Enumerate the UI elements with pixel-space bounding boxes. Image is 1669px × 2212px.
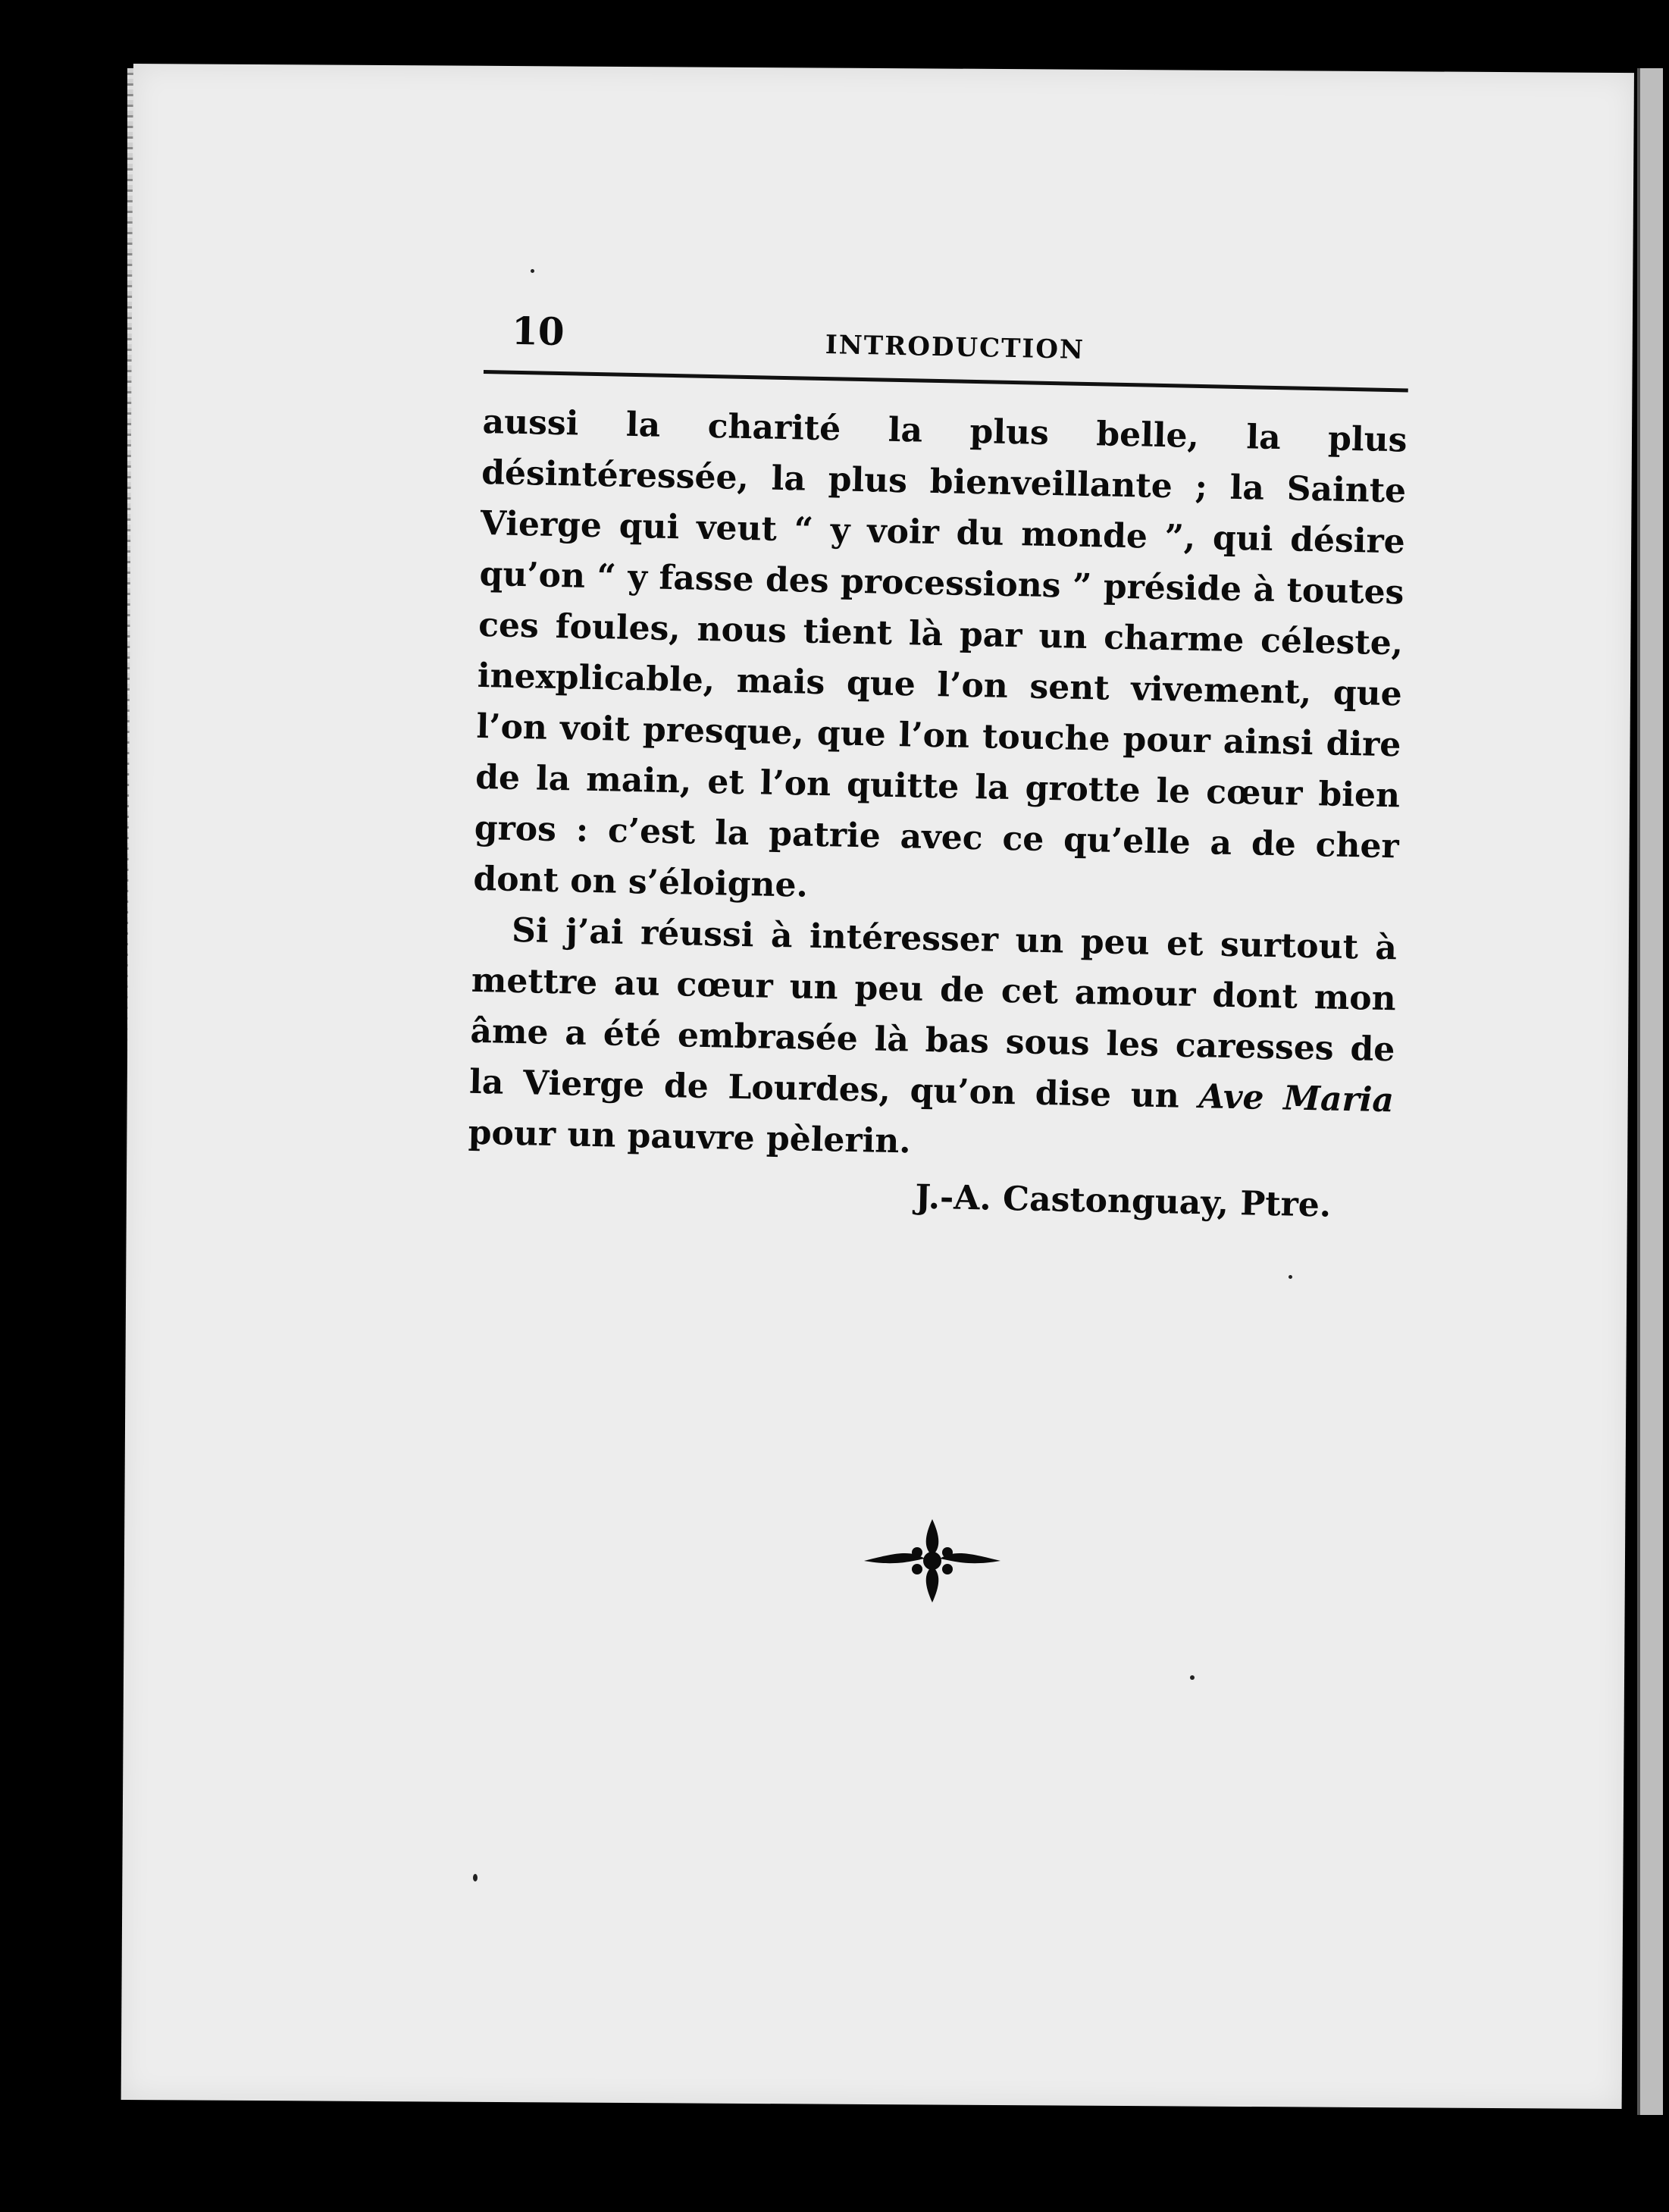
dust-speck <box>1190 1675 1195 1680</box>
paragraph-text: pour un pauvre pèlerin. <box>468 1113 912 1161</box>
dust-speck <box>473 1874 478 1881</box>
body-paragraph <box>468 904 1397 1176</box>
italic-phrase: Ave Maria <box>1198 1077 1395 1120</box>
paragraph-text: Si j’ai réussi à intéresser un peu et surtout à mettre au cœur un peu de cet amour dont mon âme a été embrasée là bas sous les caresses de la Vierge de Lourdes, qu’on dise un <box>468 910 1398 1117</box>
dust-speck <box>1289 1275 1292 1279</box>
author-signature: J.-A. Castonguay, Ptre. <box>914 1177 1332 1225</box>
page-content <box>467 296 1410 1232</box>
running-title: INTRODUCTION <box>825 330 1085 365</box>
adjacent-page-edge <box>1637 68 1663 2115</box>
body-paragraph: aussi la charité la plus belle, la plus désintéressée, la plus bienveillante ; la Sainte Vierge qui veut “ y voir du monde ”, qui désire qu’on “ y fasse des processions ” préside à toutes ces foules, nous tient là par un charme céleste, inexplicable, mais que l’on sent vivement, que l’on voit presque, que l’on touche pour ainsi dire de la main, et l’on quitte la grotte le cœur bien gros : c’est la patrie avec ce qu’elle a de cher dont on s’éloigne. <box>473 402 1408 905</box>
page-number: 10 <box>511 308 565 355</box>
dust-speck <box>531 269 534 273</box>
fleuron-ornament-icon <box>864 1519 1000 1603</box>
